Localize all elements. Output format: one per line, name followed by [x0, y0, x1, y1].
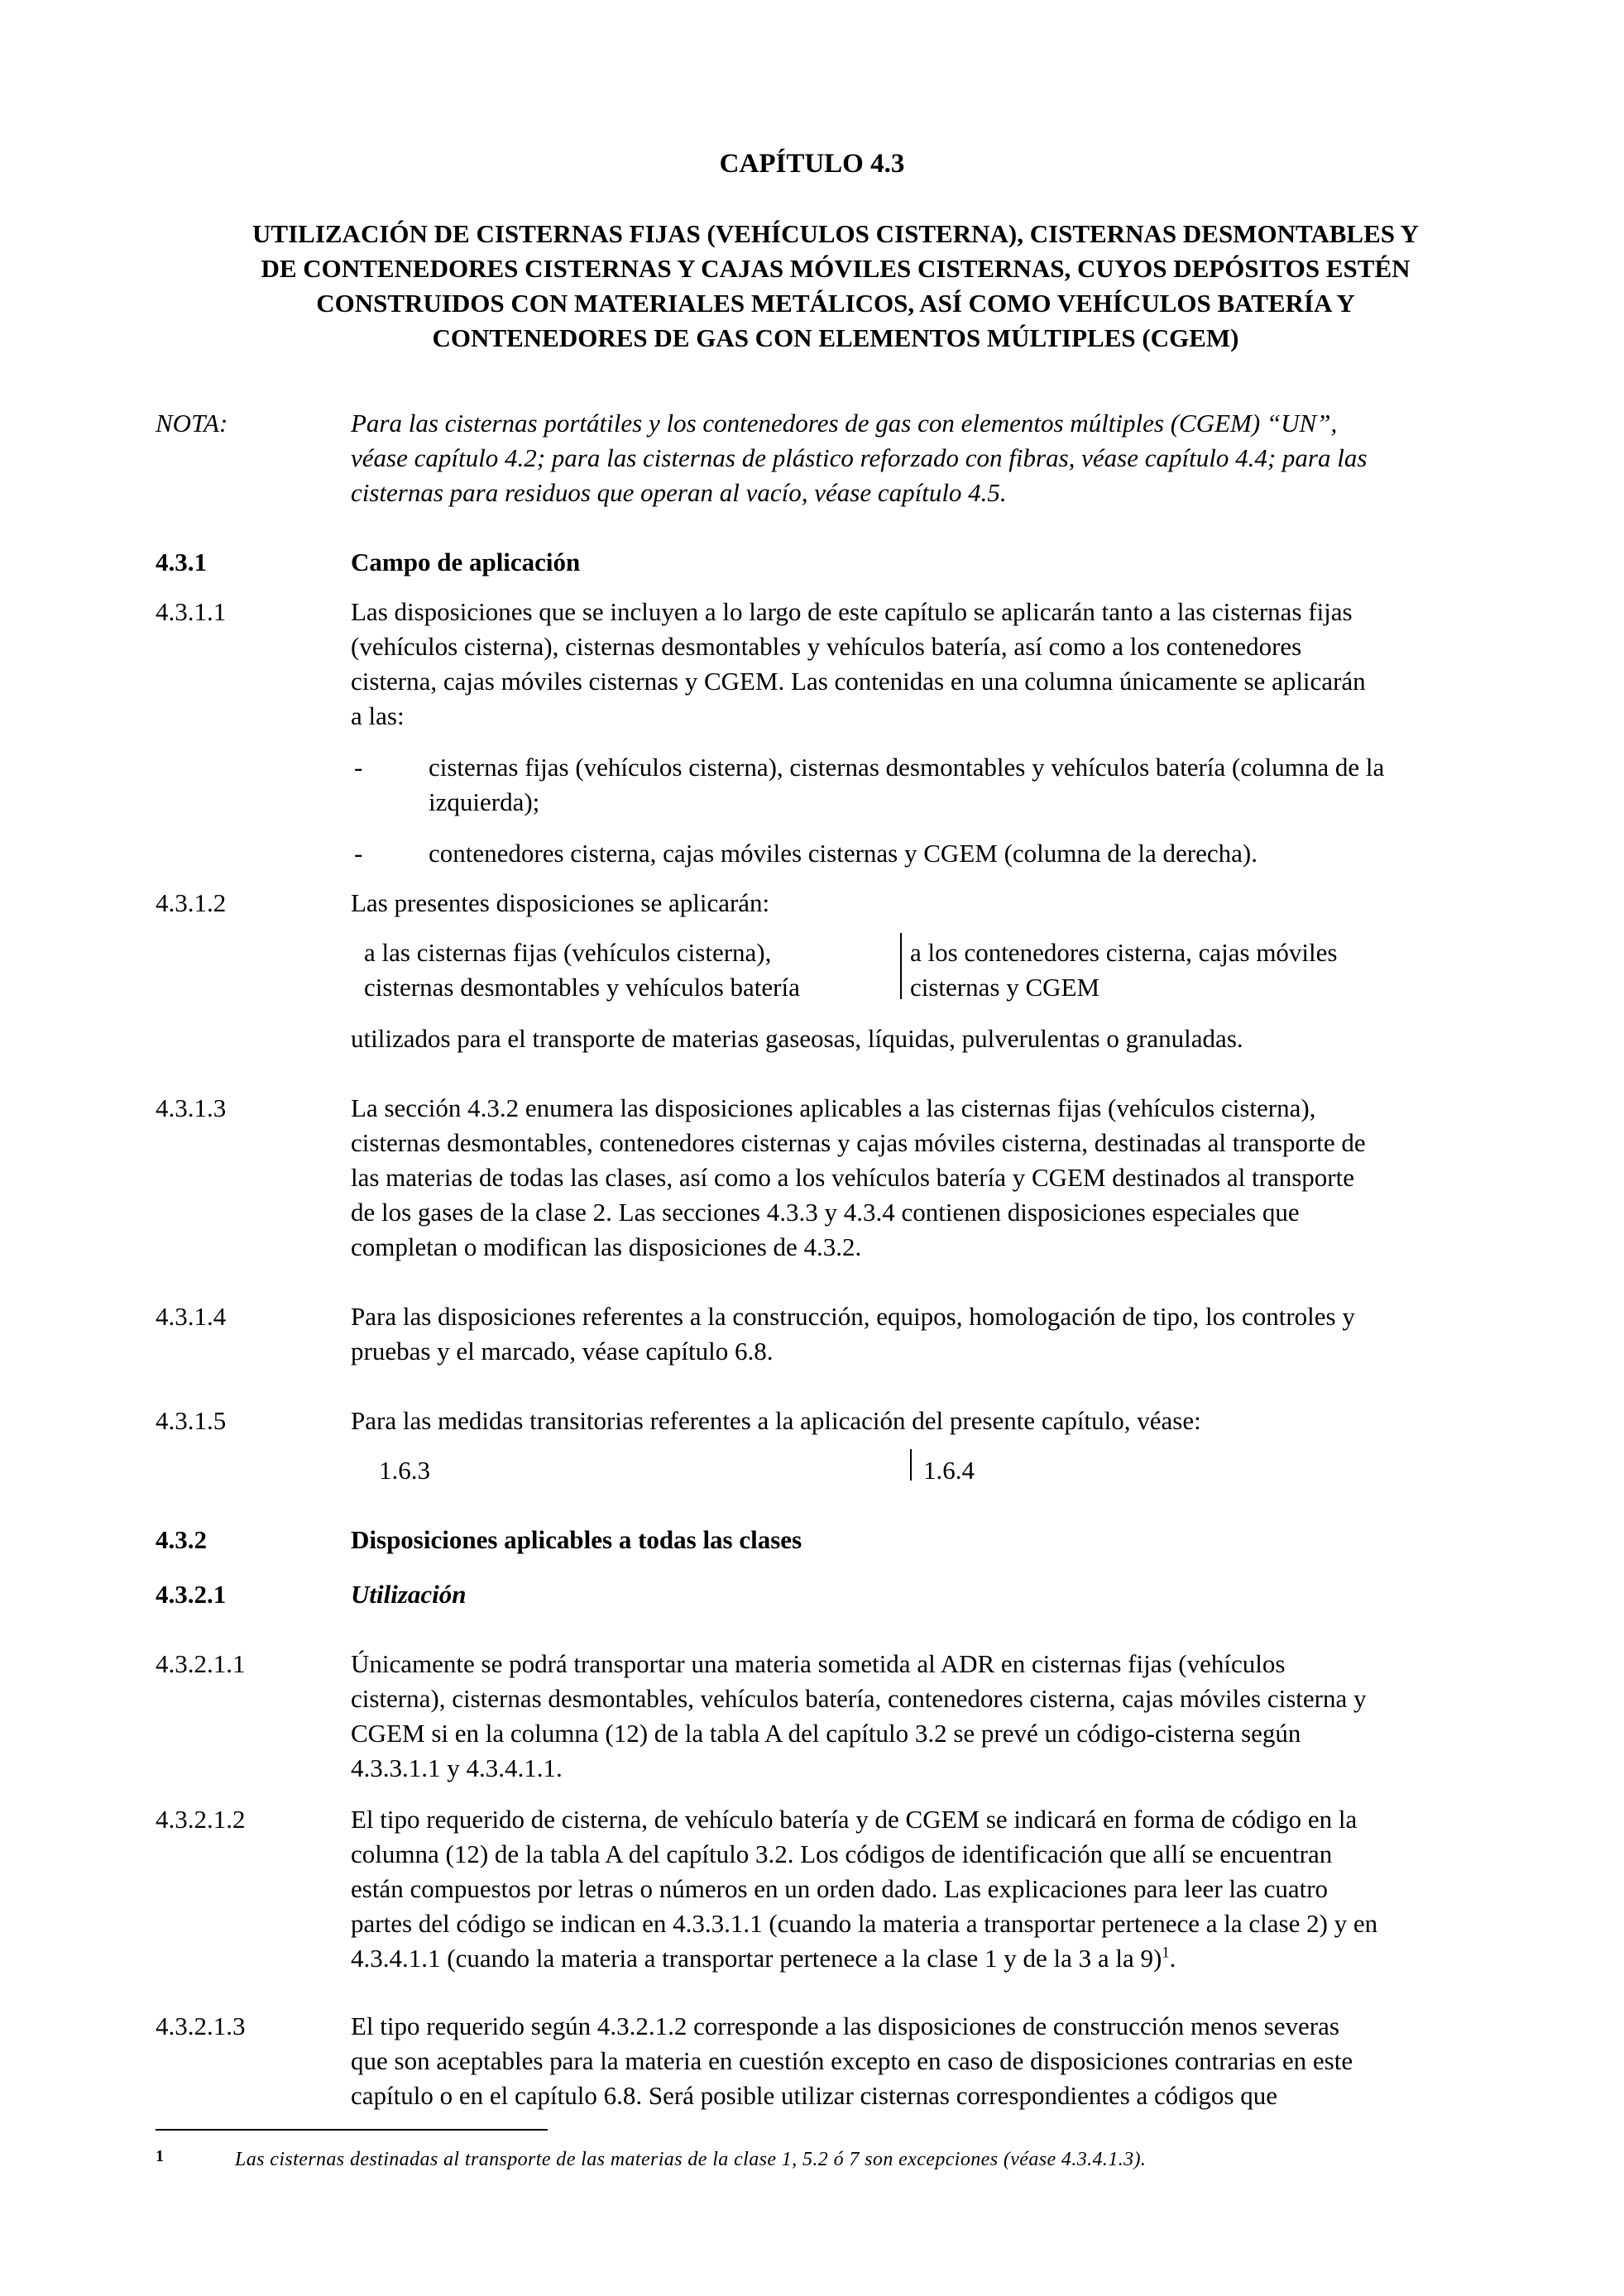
left-column-text: 1.6.3 — [379, 1456, 430, 1485]
paragraph-number: 4.3.1.2 — [156, 888, 227, 917]
paragraph-number: 4.3.2.1.3 — [156, 2011, 246, 2040]
paragraph-line: cisternas desmontables, contenedores cisternas y cajas móviles cisterna, destinadas al transporte de — [351, 1128, 1366, 1157]
paragraph-number: 4.3.1.5 — [156, 1406, 227, 1435]
column-divider — [900, 933, 902, 999]
paragraph-line: partes del código se indican en 4.3.3.1.1 (cuando la materia a transportar pertenece a la clase 2) y en — [351, 1909, 1378, 1938]
footnote-separator — [156, 2129, 548, 2131]
footnote-text: Las cisternas destinadas al transporte de las materias de la clase 1, 5.2 ó 7 son excepciones (véase 4.3.4.1.3). — [235, 2149, 1147, 2170]
paragraph-number: 4.3.2.1.2 — [156, 1805, 246, 1834]
paragraph-number: 4.3.1.1 — [156, 597, 227, 626]
paragraph-line: de los gases de la clase 2. Las secciones 4.3.3 y 4.3.4 contienen disposiciones especiales que — [351, 1198, 1300, 1227]
bullet-dash: - — [354, 839, 363, 868]
paragraph-line: a las: — [351, 701, 405, 730]
paragraph-line: Para las medidas transitorias referentes a la aplicación del presente capítulo, véase: — [351, 1406, 1201, 1435]
paragraph-line: Únicamente se podrá transportar una materia sometida al ADR en cisternas fijas (vehículos — [351, 1649, 1286, 1678]
note-line: Para las cisternas portátiles y los contenedores de gas con elementos múltiples (CGEM) “UN”, — [351, 409, 1338, 438]
paragraph-line: 4.3.3.1.1 y 4.3.4.1.1. — [351, 1753, 563, 1782]
sentence-end: . — [1169, 1944, 1176, 1973]
paragraph-line-with-footnote — [351, 1945, 1176, 1971]
title-line: UTILIZACIÓN DE CISTERNAS FIJAS (VEHÍCULOS CISTERNA), CISTERNAS DESMONTABLES Y — [252, 219, 1419, 248]
right-column-text: a los contenedores cisterna, cajas móviles — [910, 938, 1338, 967]
chapter-title — [149, 217, 1522, 356]
paragraph-line: La sección 4.3.2 enumera las disposiciones aplicables a las cisternas fijas (vehículos cisterna), — [351, 1093, 1316, 1122]
paragraph-line: Las disposiciones que se incluyen a lo largo de este capítulo se aplicarán tanto a las cisternas fijas — [351, 597, 1353, 626]
paragraph-line: Para las disposiciones referentes a la construcción, equipos, homologación de tipo, los controles y — [351, 1302, 1355, 1331]
bullet-dash: - — [354, 753, 363, 782]
column-divider — [910, 1449, 912, 1480]
footnote-mark: 1 — [156, 2147, 164, 2165]
title-line: CONTENEDORES DE GAS CON ELEMENTOS MÚLTIPLES (CGEM) — [432, 323, 1239, 352]
paragraph-line: Las presentes disposiciones se aplicarán: — [351, 888, 770, 917]
paragraph-line: que son aceptables para la materia en cuestión excepto en caso de disposiciones contrarias en este — [351, 2046, 1353, 2075]
paragraph-line: cisterna), cisternas desmontables, vehículos batería, contenedores cisterna, cajas móviles cisterna y — [351, 1684, 1367, 1713]
chapter-heading: CAPÍTULO 4.3 — [719, 149, 905, 179]
title-line: CONSTRUIDOS CON MATERIALES METÁLICOS, ASÍ COMO VEHÍCULOS BATERÍA Y — [316, 289, 1355, 318]
paragraph-line: El tipo requerido según 4.3.2.1.2 corresponde a las disposiciones de construcción menos severas — [351, 2011, 1339, 2040]
subsection-title: Utilización — [351, 1580, 467, 1609]
title-line: DE CONTENEDORES CISTERNAS Y CAJAS MÓVILES CISTERNAS, CUYOS DEPÓSITOS ESTÉN — [261, 254, 1411, 283]
section-title: Campo de aplicación — [351, 548, 581, 576]
subsection-number: 4.3.2.1 — [156, 1580, 227, 1609]
right-column-text: 1.6.4 — [923, 1456, 975, 1485]
section-title: Disposiciones aplicables a todas las clases — [351, 1525, 802, 1554]
paragraph-line: (vehículos cisterna), cisternas desmontables y vehículos batería, así como a los contenedores — [351, 632, 1302, 661]
note-label: NOTA: — [156, 409, 228, 438]
paragraph-line: las materias de todas las clases, así como a los vehículos batería y CGEM destinados al transporte — [351, 1163, 1354, 1192]
paragraph-line: cisterna, cajas móviles cisternas y CGEM. Las contenidas en una columna únicamente se aplicarán — [351, 667, 1366, 696]
note-line: véase capítulo 4.2; para las cisternas de plástico reforzado con fibras, véase capítulo 4.4; para las — [351, 443, 1368, 472]
paragraph-line: completan o modifican las disposiciones de 4.3.2. — [351, 1232, 862, 1261]
paragraph-number: 4.3.1.4 — [156, 1302, 227, 1331]
paragraph-line: pruebas y el marcado, véase capítulo 6.8. — [351, 1337, 774, 1366]
left-column-text: cisternas desmontables y vehículos batería — [364, 973, 800, 1002]
paragraph-line: están compuestos por letras o números en un orden dado. Las explicaciones para leer las cuatro — [351, 1874, 1329, 1903]
section-number: 4.3.1 — [156, 548, 207, 576]
paragraph-text: 4.3.4.1.1 (cuando la materia a transportar pertenece a la clase 1 y de la 3 a la 9) — [351, 1944, 1162, 1973]
paragraph-number: 4.3.1.3 — [156, 1093, 227, 1122]
bullet-line: izquierda); — [429, 787, 540, 816]
paragraph-line: utilizados para el transporte de materias gaseosas, líquidas, pulverulentas o granuladas. — [351, 1024, 1243, 1053]
paragraph-line: El tipo requerido de cisterna, de vehículo batería y de CGEM se indicará en forma de código en la — [351, 1805, 1358, 1834]
paragraph-number: 4.3.2.1.1 — [156, 1649, 246, 1678]
bullet-line: cisternas fijas (vehículos cisterna), cisternas desmontables y vehículos batería (columna de la — [429, 753, 1385, 782]
right-column-text: cisternas y CGEM — [910, 973, 1100, 1002]
section-number: 4.3.2 — [156, 1525, 207, 1554]
left-column-text: a las cisternas fijas (vehículos cisterna), — [364, 938, 772, 967]
note-line: cisternas para residuos que operan al vacío, véase capítulo 4.5. — [351, 478, 1007, 507]
footnote-reference[interactable]: 1 — [1162, 1944, 1170, 1962]
paragraph-line: CGEM si en la columna (12) de la tabla A del capítulo 3.2 se prevé un código-cisterna según — [351, 1719, 1301, 1748]
paragraph-line: columna (12) de la tabla A del capítulo 3.2. Los códigos de identificación que allí se encuentran — [351, 1839, 1333, 1868]
paragraph-line: capítulo o en el capítulo 6.8. Será posible utilizar cisternas correspondientes a códigos que — [351, 2081, 1277, 2110]
bullet-line: contenedores cisterna, cajas móviles cisternas y CGEM (columna de la derecha). — [429, 839, 1258, 868]
